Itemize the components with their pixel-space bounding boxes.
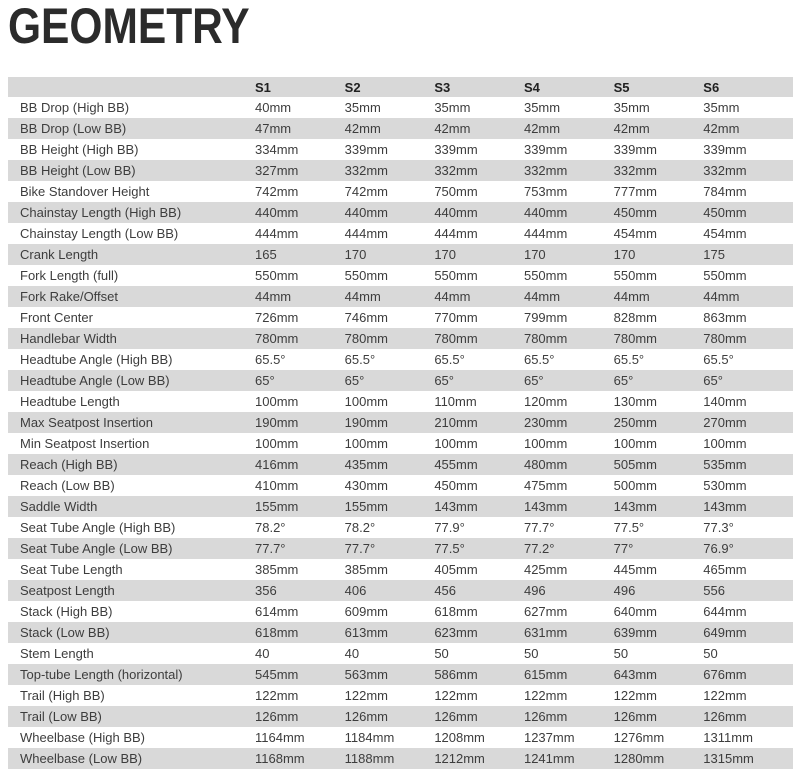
cell-value: 444mm bbox=[255, 226, 299, 241]
cell-value: 126mm bbox=[434, 709, 478, 724]
cell-value: 456 bbox=[434, 583, 457, 598]
table-row bbox=[8, 244, 793, 265]
row-label: Max Seatpost Insertion bbox=[20, 415, 153, 430]
cell-value: 445mm bbox=[613, 562, 657, 577]
cell-value: 100mm bbox=[255, 394, 299, 409]
cell-value: 126mm bbox=[523, 709, 568, 724]
cell-value: 65° bbox=[703, 373, 723, 388]
cell-value: 339mm bbox=[703, 142, 747, 157]
cell-value: 454mm bbox=[613, 226, 657, 241]
cell-value: 799mm bbox=[523, 310, 568, 325]
row-label: Wheelbase (High BB) bbox=[20, 730, 145, 745]
table-row bbox=[8, 643, 793, 664]
cell-value: 170 bbox=[344, 247, 367, 262]
cell-value: 77.7° bbox=[344, 541, 376, 556]
cell-value: 444mm bbox=[344, 226, 389, 241]
cell-value: 100mm bbox=[255, 436, 299, 451]
cell-value: 440mm bbox=[434, 205, 478, 220]
row-label: Headtube Angle (Low BB) bbox=[20, 373, 170, 388]
geometry-page bbox=[0, 2, 800, 769]
cell-value: 780mm bbox=[523, 331, 568, 346]
row-label: Fork Rake/Offset bbox=[20, 289, 119, 304]
cell-value: 1276mm bbox=[613, 730, 665, 745]
table-row bbox=[8, 97, 793, 118]
cell-value: 250mm bbox=[613, 415, 657, 430]
cell-value: 1315mm bbox=[703, 751, 754, 766]
row-label: Headtube Length bbox=[20, 394, 120, 409]
cell-value: 450mm bbox=[613, 205, 657, 220]
cell-value: 44mm bbox=[255, 289, 292, 304]
cell-value: 65.5° bbox=[523, 352, 555, 367]
cell-value: 618mm bbox=[434, 604, 478, 619]
cell-value: 430mm bbox=[344, 478, 389, 493]
cell-value: 339mm bbox=[613, 142, 657, 157]
cell-value: 1184mm bbox=[344, 730, 395, 745]
cell-value: 545mm bbox=[255, 667, 299, 682]
row-label: Stack (High BB) bbox=[20, 604, 113, 619]
cell-value: 155mm bbox=[255, 499, 299, 514]
table-row bbox=[8, 727, 793, 748]
table-row bbox=[8, 685, 793, 706]
cell-value: 77.5° bbox=[434, 541, 465, 556]
cell-value: 170 bbox=[434, 247, 457, 262]
cell-value: 440mm bbox=[523, 205, 568, 220]
cell-value: 1188mm bbox=[344, 751, 395, 766]
cell-value: 40 bbox=[255, 646, 270, 661]
cell-value: 77.7° bbox=[255, 541, 286, 556]
table-row bbox=[8, 202, 793, 223]
page-title: GEOMETRY bbox=[8, 0, 250, 54]
cell-value: 126mm bbox=[344, 709, 389, 724]
cell-value: 643mm bbox=[613, 667, 657, 682]
cell-value: 863mm bbox=[703, 310, 747, 325]
cell-value: 550mm bbox=[255, 268, 299, 283]
cell-value: 742mm bbox=[255, 184, 299, 199]
cell-value: 44mm bbox=[434, 289, 471, 304]
table-row bbox=[8, 538, 793, 559]
table-row bbox=[8, 664, 793, 685]
cell-value: 609mm bbox=[344, 604, 389, 619]
cell-value: 143mm bbox=[703, 499, 747, 514]
table-row bbox=[8, 160, 793, 181]
cell-value: 332mm bbox=[434, 163, 478, 178]
cell-value: 165 bbox=[255, 247, 277, 262]
cell-value: 42mm bbox=[523, 121, 561, 136]
table-row bbox=[8, 412, 793, 433]
cell-value: 65.5° bbox=[703, 352, 734, 367]
cell-value: 770mm bbox=[434, 310, 478, 325]
cell-value: 1208mm bbox=[434, 730, 485, 745]
table-row bbox=[8, 265, 793, 286]
cell-value: 100mm bbox=[344, 436, 389, 451]
cell-value: 332mm bbox=[703, 163, 747, 178]
cell-value: 35mm bbox=[523, 100, 561, 115]
cell-value: 618mm bbox=[255, 625, 299, 640]
cell-value: 640mm bbox=[613, 604, 657, 619]
table-row bbox=[8, 286, 793, 307]
cell-value: 77.3° bbox=[703, 520, 734, 535]
cell-value: 556 bbox=[703, 583, 725, 598]
table-row bbox=[8, 517, 793, 538]
cell-value: 100mm bbox=[523, 436, 568, 451]
cell-value: 327mm bbox=[255, 163, 299, 178]
cell-value: 126mm bbox=[613, 709, 657, 724]
cell-value: 100mm bbox=[434, 436, 478, 451]
cell-value: 126mm bbox=[703, 709, 747, 724]
cell-value: 332mm bbox=[523, 163, 568, 178]
cell-value: 444mm bbox=[434, 226, 478, 241]
cell-value: 454mm bbox=[703, 226, 747, 241]
cell-value: 230mm bbox=[523, 415, 568, 430]
row-label: Trail (Low BB) bbox=[20, 709, 102, 724]
cell-value: 780mm bbox=[255, 331, 299, 346]
cell-value: 784mm bbox=[703, 184, 747, 199]
column-header-s3: S3 bbox=[434, 77, 524, 97]
cell-value: 44mm bbox=[703, 289, 740, 304]
cell-value: 100mm bbox=[703, 436, 747, 451]
geometry-table bbox=[8, 77, 793, 769]
table-row bbox=[8, 223, 793, 244]
column-header-s2: S2 bbox=[345, 77, 435, 97]
cell-value: 627mm bbox=[523, 604, 568, 619]
table-row bbox=[8, 139, 793, 160]
cell-value: 65° bbox=[344, 373, 365, 388]
table-row bbox=[8, 349, 793, 370]
cell-value: 65.5° bbox=[255, 352, 286, 367]
cell-value: 435mm bbox=[344, 457, 389, 472]
row-label: Crank Length bbox=[20, 247, 99, 262]
cell-value: 500mm bbox=[613, 478, 657, 493]
cell-value: 425mm bbox=[523, 562, 568, 577]
cell-value: 676mm bbox=[703, 667, 747, 682]
cell-value: 440mm bbox=[344, 205, 389, 220]
cell-value: 1241mm bbox=[523, 751, 575, 766]
cell-value: 455mm bbox=[434, 457, 478, 472]
cell-value: 746mm bbox=[344, 310, 389, 325]
cell-value: 175 bbox=[703, 247, 725, 262]
cell-value: 535mm bbox=[703, 457, 747, 472]
cell-value: 155mm bbox=[344, 499, 389, 514]
table-row bbox=[8, 370, 793, 391]
cell-value: 505mm bbox=[613, 457, 657, 472]
cell-value: 110mm bbox=[434, 394, 477, 409]
cell-value: 613mm bbox=[344, 625, 389, 640]
cell-value: 465mm bbox=[703, 562, 747, 577]
cell-value: 130mm bbox=[613, 394, 657, 409]
cell-value: 77.2° bbox=[523, 541, 555, 556]
table-row bbox=[8, 181, 793, 202]
cell-value: 122mm bbox=[255, 688, 299, 703]
cell-value: 47mm bbox=[255, 121, 292, 136]
cell-value: 623mm bbox=[434, 625, 478, 640]
row-label: Saddle Width bbox=[20, 499, 98, 514]
cell-value: 77.7° bbox=[523, 520, 555, 535]
row-label: BB Height (High BB) bbox=[20, 142, 139, 157]
row-label: Stem Length bbox=[20, 646, 94, 661]
cell-value: 631mm bbox=[523, 625, 568, 640]
table-row bbox=[8, 622, 793, 643]
cell-value: 190mm bbox=[344, 415, 389, 430]
cell-value: 416mm bbox=[255, 457, 299, 472]
table-row bbox=[8, 496, 793, 517]
row-label: Stack (Low BB) bbox=[20, 625, 110, 640]
cell-value: 356 bbox=[255, 583, 277, 598]
cell-value: 1168mm bbox=[255, 751, 305, 766]
cell-value: 410mm bbox=[255, 478, 299, 493]
cell-value: 1212mm bbox=[434, 751, 485, 766]
table-row bbox=[8, 580, 793, 601]
cell-value: 339mm bbox=[523, 142, 568, 157]
table-row bbox=[8, 307, 793, 328]
cell-value: 65.5° bbox=[434, 352, 465, 367]
table-row bbox=[8, 454, 793, 475]
cell-value: 780mm bbox=[703, 331, 747, 346]
cell-value: 65.5° bbox=[344, 352, 376, 367]
cell-value: 496 bbox=[523, 583, 546, 598]
cell-value: 65° bbox=[255, 373, 275, 388]
column-header-s1: S1 bbox=[255, 77, 345, 97]
row-label: Fork Length (full) bbox=[20, 268, 119, 283]
cell-value: 122mm bbox=[344, 688, 389, 703]
table-row bbox=[8, 475, 793, 496]
cell-value: 170 bbox=[613, 247, 636, 262]
cell-value: 385mm bbox=[255, 562, 299, 577]
cell-value: 639mm bbox=[613, 625, 657, 640]
cell-value: 44mm bbox=[523, 289, 561, 304]
cell-value: 50 bbox=[613, 646, 629, 661]
cell-value: 450mm bbox=[434, 478, 478, 493]
cell-value: 65° bbox=[613, 373, 634, 388]
cell-value: 339mm bbox=[434, 142, 478, 157]
row-label: Chainstay Length (High BB) bbox=[20, 205, 182, 220]
row-label: BB Height (Low BB) bbox=[20, 163, 136, 178]
row-label: Seat Tube Length bbox=[20, 562, 123, 577]
cell-value: 122mm bbox=[613, 688, 657, 703]
table-row bbox=[8, 118, 793, 139]
table-row bbox=[8, 559, 793, 580]
cell-value: 65.5° bbox=[613, 352, 645, 367]
row-label: Reach (Low BB) bbox=[20, 478, 115, 493]
cell-value: 44mm bbox=[344, 289, 381, 304]
cell-value: 77° bbox=[613, 541, 634, 556]
cell-value: 440mm bbox=[255, 205, 299, 220]
cell-value: 753mm bbox=[523, 184, 568, 199]
cell-value: 42mm bbox=[434, 121, 471, 136]
cell-value: 78.2° bbox=[344, 520, 376, 535]
row-label: Trail (High BB) bbox=[20, 688, 105, 703]
cell-value: 550mm bbox=[523, 268, 568, 283]
cell-value: 496 bbox=[613, 583, 636, 598]
cell-value: 35mm bbox=[434, 100, 471, 115]
cell-value: 444mm bbox=[523, 226, 568, 241]
row-label: BB Drop (High BB) bbox=[20, 100, 130, 115]
cell-value: 339mm bbox=[344, 142, 389, 157]
cell-value: 76.9° bbox=[703, 541, 734, 556]
cell-value: 828mm bbox=[613, 310, 657, 325]
row-label: Chainstay Length (Low BB) bbox=[20, 226, 179, 241]
cell-value: 750mm bbox=[434, 184, 478, 199]
table-row bbox=[8, 433, 793, 454]
cell-value: 450mm bbox=[703, 205, 747, 220]
row-label: BB Drop (Low BB) bbox=[20, 121, 127, 136]
cell-value: 480mm bbox=[523, 457, 568, 472]
cell-value: 615mm bbox=[523, 667, 568, 682]
row-label: Seat Tube Angle (Low BB) bbox=[20, 541, 173, 556]
column-header-s6: S6 bbox=[703, 77, 793, 97]
row-label: Reach (High BB) bbox=[20, 457, 118, 472]
column-header-empty bbox=[8, 77, 255, 97]
cell-value: 726mm bbox=[255, 310, 299, 325]
cell-value: 42mm bbox=[613, 121, 650, 136]
cell-value: 143mm bbox=[434, 499, 478, 514]
cell-value: 77.5° bbox=[613, 520, 645, 535]
cell-value: 270mm bbox=[703, 415, 747, 430]
cell-value: 644mm bbox=[703, 604, 747, 619]
row-label: Bike Standover Height bbox=[20, 184, 150, 199]
cell-value: 126mm bbox=[255, 709, 299, 724]
cell-value: 122mm bbox=[523, 688, 568, 703]
cell-value: 78.2° bbox=[255, 520, 286, 535]
table-header-row bbox=[8, 77, 793, 97]
cell-value: 550mm bbox=[613, 268, 657, 283]
cell-value: 122mm bbox=[434, 688, 478, 703]
cell-value: 100mm bbox=[613, 436, 657, 451]
cell-value: 649mm bbox=[703, 625, 747, 640]
cell-value: 777mm bbox=[613, 184, 657, 199]
row-label: Wheelbase (Low BB) bbox=[20, 751, 143, 766]
cell-value: 190mm bbox=[255, 415, 299, 430]
cell-value: 50 bbox=[703, 646, 718, 661]
row-label: Front Center bbox=[20, 310, 93, 325]
table-row bbox=[8, 601, 793, 622]
cell-value: 50 bbox=[434, 646, 449, 661]
column-header-s5: S5 bbox=[614, 77, 704, 97]
cell-value: 100mm bbox=[344, 394, 389, 409]
table-row bbox=[8, 391, 793, 412]
cell-value: 550mm bbox=[434, 268, 478, 283]
cell-value: 1311mm bbox=[703, 730, 753, 745]
cell-value: 780mm bbox=[613, 331, 657, 346]
cell-value: 1237mm bbox=[523, 730, 575, 745]
cell-value: 140mm bbox=[703, 394, 747, 409]
cell-value: 406 bbox=[344, 583, 367, 598]
cell-value: 42mm bbox=[344, 121, 381, 136]
row-label: Handlebar Width bbox=[20, 331, 117, 346]
cell-value: 614mm bbox=[255, 604, 299, 619]
cell-value: 550mm bbox=[344, 268, 389, 283]
cell-value: 143mm bbox=[613, 499, 657, 514]
cell-value: 35mm bbox=[613, 100, 650, 115]
cell-value: 40 bbox=[344, 646, 360, 661]
cell-value: 563mm bbox=[344, 667, 389, 682]
cell-value: 780mm bbox=[434, 331, 478, 346]
row-label: Min Seatpost Insertion bbox=[20, 436, 150, 451]
cell-value: 143mm bbox=[523, 499, 568, 514]
cell-value: 77.9° bbox=[434, 520, 465, 535]
cell-value: 35mm bbox=[344, 100, 381, 115]
cell-value: 742mm bbox=[344, 184, 389, 199]
column-header-s4: S4 bbox=[524, 77, 614, 97]
cell-value: 586mm bbox=[434, 667, 478, 682]
cell-value: 42mm bbox=[703, 121, 740, 136]
cell-value: 1164mm bbox=[255, 730, 305, 745]
row-label: Headtube Angle (High BB) bbox=[20, 352, 173, 367]
cell-value: 530mm bbox=[703, 478, 747, 493]
table-row bbox=[8, 328, 793, 349]
cell-value: 332mm bbox=[613, 163, 657, 178]
cell-value: 550mm bbox=[703, 268, 747, 283]
cell-value: 385mm bbox=[344, 562, 389, 577]
cell-value: 170 bbox=[523, 247, 546, 262]
row-label: Top-tube Length (horizontal) bbox=[20, 667, 183, 682]
cell-value: 210mm bbox=[434, 415, 478, 430]
row-label: Seat Tube Angle (High BB) bbox=[20, 520, 176, 535]
cell-value: 65° bbox=[523, 373, 544, 388]
cell-value: 334mm bbox=[255, 142, 299, 157]
cell-value: 35mm bbox=[703, 100, 740, 115]
cell-value: 475mm bbox=[523, 478, 568, 493]
cell-value: 332mm bbox=[344, 163, 389, 178]
cell-value: 1280mm bbox=[613, 751, 665, 766]
table-row bbox=[8, 748, 793, 769]
cell-value: 44mm bbox=[613, 289, 650, 304]
cell-value: 405mm bbox=[434, 562, 478, 577]
cell-value: 65° bbox=[434, 373, 454, 388]
cell-value: 50 bbox=[523, 646, 539, 661]
table-row bbox=[8, 706, 793, 727]
row-label: Seatpost Length bbox=[20, 583, 115, 598]
cell-value: 780mm bbox=[344, 331, 389, 346]
cell-value: 40mm bbox=[255, 100, 292, 115]
cell-value: 120mm bbox=[523, 394, 568, 409]
cell-value: 122mm bbox=[703, 688, 747, 703]
